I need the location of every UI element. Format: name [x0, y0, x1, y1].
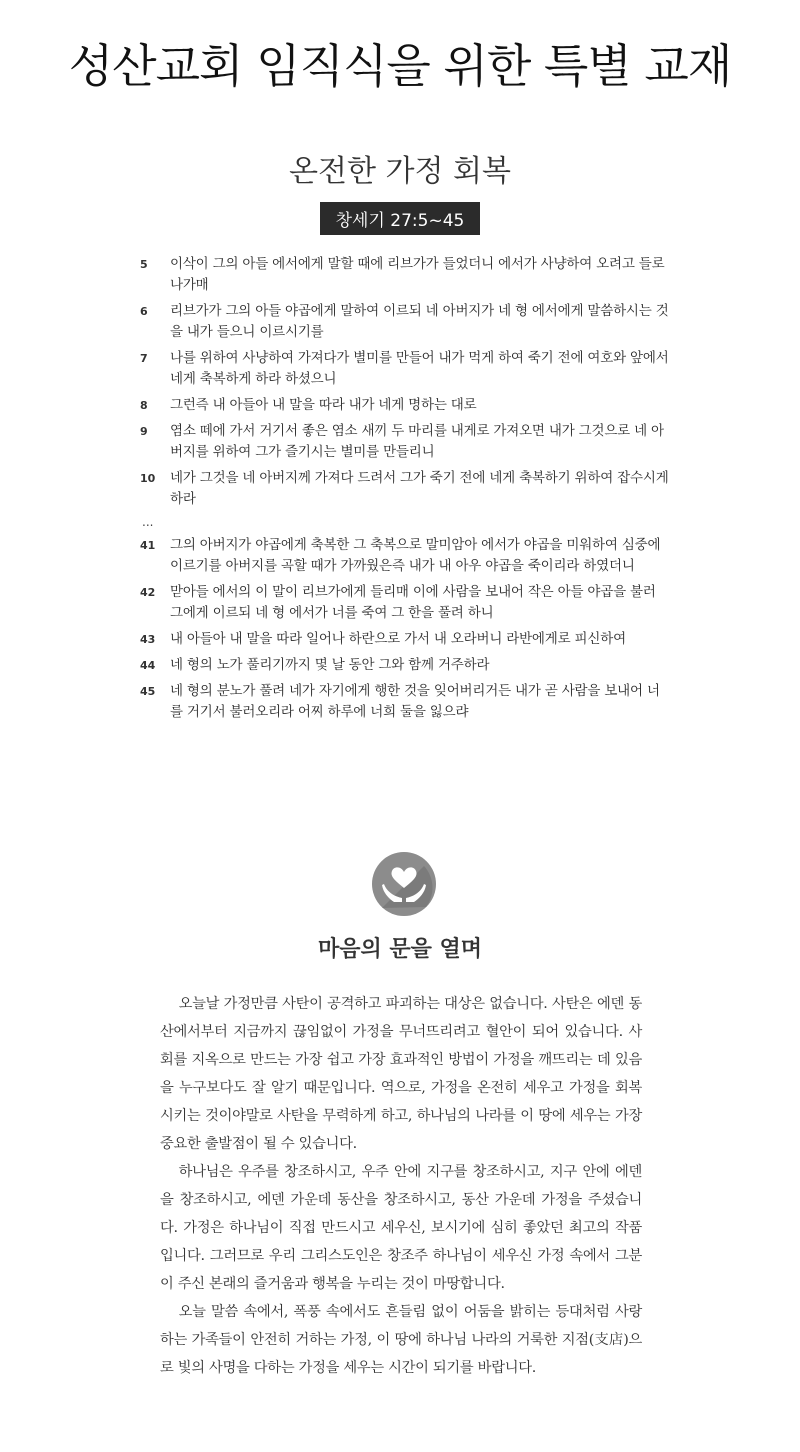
verse-number: 43 [140, 633, 156, 646]
verse-row [140, 301, 670, 343]
scripture-reference-wrap [0, 202, 800, 235]
verse-text: 맏아들 에서의 이 말이 리브가에게 들리매 이에 사람을 보내어 작은 아들 야곱을 불러 그에게 이르되 네 형 에서가 너를 죽여 그 한을 풀려 하니 [170, 584, 656, 621]
opening-body [160, 990, 642, 1382]
opening-heading: 마음의 문을 열며 [317, 937, 483, 962]
verse-number: 5 [140, 258, 148, 271]
verse-number: 6 [140, 305, 148, 318]
verse-number: 8 [140, 399, 148, 412]
heart-hands-icon [372, 852, 436, 916]
verse-number: 45 [140, 685, 156, 698]
verse-row [140, 468, 670, 510]
verse-text: 네 형의 분노가 풀려 네가 자기에게 행한 것을 잊어버리거든 내가 곧 사람을 보내어 너를 거기서 불러오리라 어찌 하루에 너희 둘을 잃으랴 [170, 683, 660, 720]
verse-text: 네가 그것을 네 아버지께 가져다 드려서 그가 죽기 전에 네게 축복하기 위하여 잡수시게 하라 [170, 470, 669, 507]
section-title: 온전한 가정 회복 [289, 154, 511, 189]
verse-text: 네 형의 노가 풀리기까지 몇 날 동안 그와 함께 거주하라 [170, 657, 490, 673]
verse-row [140, 395, 670, 416]
opening-paragraph: 오늘날 가정만큼 사탄이 공격하고 파괴하는 대상은 없습니다. 사탄은 에덴 동산에서부터 지금까지 끊임없이 가정을 무너뜨리려고 혈안이 되어 있습니다. 사회를 지옥으로 만드는 가장 쉽고 가장 효과적인 방법이 가정을 깨뜨리는 데 있음을 누구보다도 잘 알기 때문입니다. 역으로, 가정을 온전히 세우고 가정을 회복시키는 것이야말로 사탄을 무력하게 하고, 하나님의 나라를 이 땅에 세우는 가장 중요한 출발점이 될 수 있습니다. [160, 996, 642, 1152]
verse-number: 9 [140, 425, 148, 438]
verse-text: 그의 아버지가 야곱에게 축복한 그 축복으로 말미암아 에서가 야곱을 미워하여 심중에 이르기를 아버지를 곡할 때가 가까웠은즉 내가 내 아우 야곱을 죽이리라 하였더니 [170, 537, 661, 574]
verse-number: 42 [140, 586, 156, 599]
verse-row [140, 421, 670, 463]
opening-paragraph: 하나님은 우주를 창조하시고, 우주 안에 지구를 창조하시고, 지구 안에 에덴을 창조하시고, 에덴 가운데 동산을 창조하시고, 동산 가운데 가정을 주셨습니다. 가정은 하나님이 직접 만드시고 세우신, 보시기에 심히 좋았던 최고의 작품입니다. 그러므로 우리 그리스도인은 창조주 하나님이 세우신 가정 속에서 그분이 주신 본래의 즐거움과 행복을 누리는 것이 마땅합니다. [160, 1164, 642, 1292]
verse-number: 41 [140, 539, 156, 552]
scripture-reference-badge: 창세기 27:5~45 [320, 202, 481, 235]
verse-ellipsis: ... [142, 515, 154, 529]
verse-row [140, 582, 670, 624]
verse-text: 나를 위하여 사냥하여 가져다가 별미를 만들어 내가 먹게 하여 죽기 전에 여호와 앞에서 네게 축복하게 하라 하셨으니 [170, 350, 669, 387]
verse-row [140, 535, 670, 577]
verse-number: 10 [140, 472, 156, 485]
verse-row [140, 655, 670, 676]
opening-paragraph: 오늘 말씀 속에서, 폭풍 속에서도 흔들림 없이 어둠을 밝히는 등대처럼 사랑하는 가족들이 안전히 거하는 가정, 이 땅에 하나님 나라의 거룩한 지점(支店)으로 빛의 사명을 다하는 가정을 세우는 시간이 되기를 바랍니다. [160, 1304, 642, 1376]
page-header-title: 성산교회 임직식을 위한 특별 교재 [68, 39, 732, 93]
verse-text: 내 아들아 내 말을 따라 일어나 하란으로 가서 내 오라버니 라반에게로 피신하여 [170, 631, 626, 647]
verse-list [140, 254, 670, 728]
verse-number: 7 [140, 352, 148, 365]
verse-row [140, 348, 670, 390]
verse-row [140, 681, 670, 723]
verse-text: 그런즉 내 아들아 내 말을 따라 내가 네게 명하는 대로 [170, 397, 477, 413]
verse-row [140, 629, 670, 650]
verse-number: 44 [140, 659, 156, 672]
verse-text: 이삭이 그의 아들 에서에게 말할 때에 리브가가 들었더니 에서가 사냥하여 오려고 들로 나가매 [170, 256, 665, 293]
verse-row [140, 254, 670, 296]
verse-text: 리브가가 그의 아들 야곱에게 말하여 이르되 네 아버지가 네 형 에서에게 말씀하시는 것을 내가 들으니 이르시기를 [170, 303, 669, 340]
verse-text: 염소 떼에 가서 거기서 좋은 염소 새끼 두 마리를 내게로 가져오면 내가 그것으로 네 아버지를 위하여 그가 즐기시는 별미를 만들리니 [170, 423, 664, 460]
